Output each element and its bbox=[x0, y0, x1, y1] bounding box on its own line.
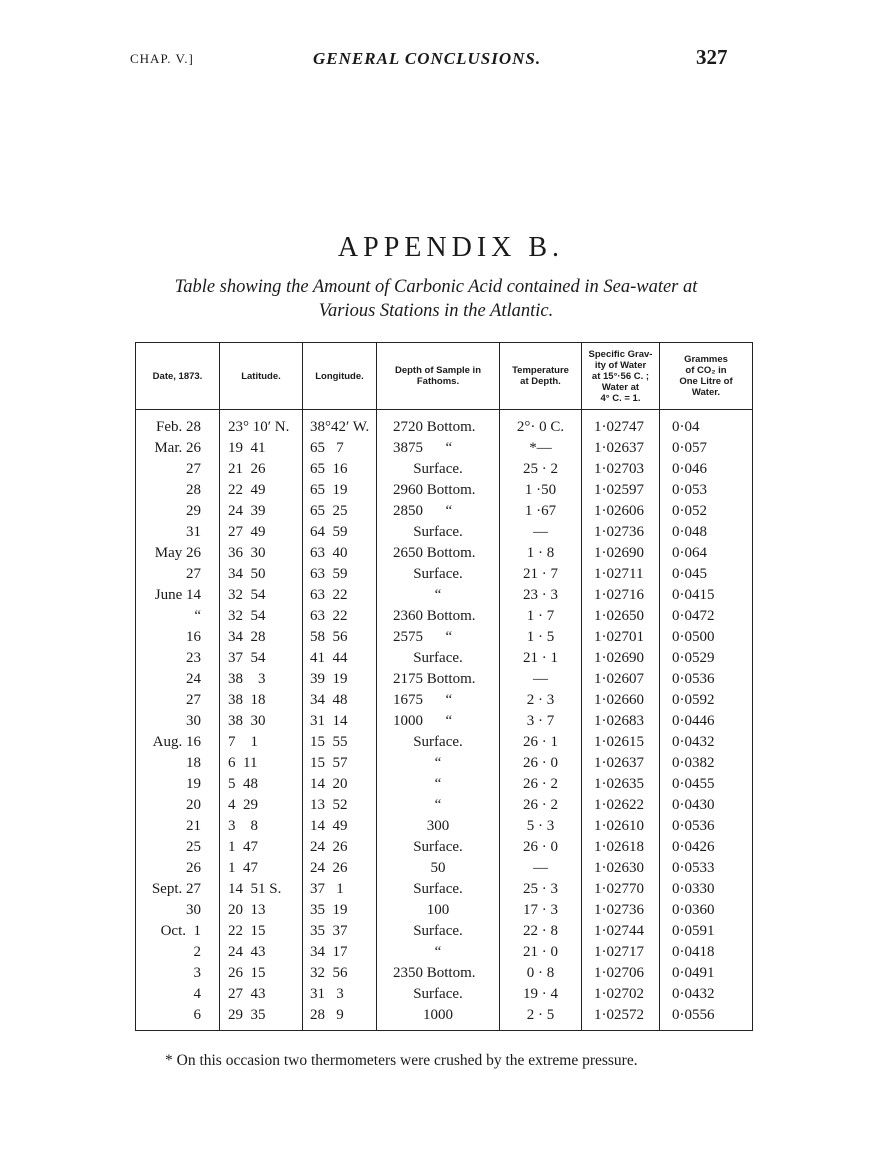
cell-longitude: 41 44 bbox=[303, 648, 377, 669]
cell-longitude: 58 56 bbox=[303, 627, 377, 648]
cell-longitude: 35 19 bbox=[303, 900, 377, 921]
cell-date: 3 bbox=[136, 963, 220, 984]
cell-longitude: 15 55 bbox=[303, 732, 377, 753]
table-row bbox=[136, 921, 753, 942]
cell-latitude: 5 48 bbox=[220, 774, 303, 795]
cell-depth: Surface. bbox=[377, 522, 500, 543]
cell-specific-gravity: 1·02650 bbox=[582, 606, 660, 627]
cell-latitude: 34 28 bbox=[220, 627, 303, 648]
carbonic-acid-table bbox=[135, 342, 753, 1031]
cell-co2: 0·0330 bbox=[660, 879, 753, 900]
cell-longitude: 65 7 bbox=[303, 438, 377, 459]
cell-depth: Surface. bbox=[377, 984, 500, 1005]
cell-co2: 0·0430 bbox=[660, 795, 753, 816]
cell-depth: 2360 Bottom. bbox=[377, 606, 500, 627]
cell-temperature: 1 · 7 bbox=[500, 606, 582, 627]
cell-longitude: 63 59 bbox=[303, 564, 377, 585]
cell-depth: 300 bbox=[377, 816, 500, 837]
cell-depth: Surface. bbox=[377, 564, 500, 585]
cell-co2: 0·0415 bbox=[660, 585, 753, 606]
cell-latitude: 32 54 bbox=[220, 606, 303, 627]
cell-co2: 0·0491 bbox=[660, 963, 753, 984]
cell-specific-gravity: 1·02701 bbox=[582, 627, 660, 648]
cell-latitude: 38 30 bbox=[220, 711, 303, 732]
cell-temperature: 21 · 1 bbox=[500, 648, 582, 669]
cell-depth: 2175 Bottom. bbox=[377, 669, 500, 690]
cell-latitude: 22 15 bbox=[220, 921, 303, 942]
cell-temperature: 3 · 7 bbox=[500, 711, 582, 732]
table-row bbox=[136, 543, 753, 564]
table-row bbox=[136, 564, 753, 585]
cell-date: 30 bbox=[136, 711, 220, 732]
cell-specific-gravity: 1·02618 bbox=[582, 837, 660, 858]
cell-longitude: 39 19 bbox=[303, 669, 377, 690]
cell-specific-gravity: 1·02597 bbox=[582, 480, 660, 501]
cell-latitude: 19 41 bbox=[220, 438, 303, 459]
cell-co2: 0·0382 bbox=[660, 753, 753, 774]
cell-longitude: 24 26 bbox=[303, 858, 377, 879]
cell-latitude: 24 43 bbox=[220, 942, 303, 963]
table-row bbox=[136, 942, 753, 963]
cell-depth: 2575 “ bbox=[377, 627, 500, 648]
chapter-label: CHAP. V.] bbox=[130, 51, 194, 66]
header-temperature: Temperature at Depth. bbox=[500, 343, 582, 410]
cell-temperature: 1 ·50 bbox=[500, 480, 582, 501]
cell-co2: 0·0591 bbox=[660, 921, 753, 942]
cell-date: 25 bbox=[136, 837, 220, 858]
cell-specific-gravity: 1·02615 bbox=[582, 732, 660, 753]
header-depth: Depth of Sample in Fathoms. bbox=[377, 343, 500, 410]
table-row bbox=[136, 648, 753, 669]
cell-specific-gravity: 1·02711 bbox=[582, 564, 660, 585]
cell-co2: 0·0418 bbox=[660, 942, 753, 963]
header-co2: Grammes of CO₂ in One Litre of Water. bbox=[660, 343, 753, 410]
cell-latitude: 21 26 bbox=[220, 459, 303, 480]
cell-specific-gravity: 1·02606 bbox=[582, 501, 660, 522]
cell-longitude: 24 26 bbox=[303, 837, 377, 858]
cell-specific-gravity: 1·02706 bbox=[582, 963, 660, 984]
cell-depth: 2350 Bottom. bbox=[377, 963, 500, 984]
cell-date: 19 bbox=[136, 774, 220, 795]
cell-temperature: 2°· 0 C. bbox=[500, 410, 582, 439]
table-row bbox=[136, 438, 753, 459]
cell-specific-gravity: 1·02607 bbox=[582, 669, 660, 690]
cell-latitude: 6 11 bbox=[220, 753, 303, 774]
cell-latitude: 14 51 S. bbox=[220, 879, 303, 900]
cell-temperature: 21 · 0 bbox=[500, 942, 582, 963]
header-longitude: Longitude. bbox=[303, 343, 377, 410]
cell-specific-gravity: 1·02736 bbox=[582, 522, 660, 543]
cell-longitude: 34 17 bbox=[303, 942, 377, 963]
cell-depth: 1000 bbox=[377, 1005, 500, 1031]
cell-depth: “ bbox=[377, 753, 500, 774]
cell-longitude: 15 57 bbox=[303, 753, 377, 774]
cell-specific-gravity: 1·02622 bbox=[582, 795, 660, 816]
cell-date: “ bbox=[136, 606, 220, 627]
cell-specific-gravity: 1·02637 bbox=[582, 753, 660, 774]
cell-date: 20 bbox=[136, 795, 220, 816]
cell-longitude: 35 37 bbox=[303, 921, 377, 942]
cell-date: May 26 bbox=[136, 543, 220, 564]
cell-depth: 2720 Bottom. bbox=[377, 410, 500, 439]
cell-depth: Surface. bbox=[377, 459, 500, 480]
table-row bbox=[136, 410, 753, 439]
cell-temperature: 1 · 8 bbox=[500, 543, 582, 564]
cell-specific-gravity: 1·02637 bbox=[582, 438, 660, 459]
table-row bbox=[136, 459, 753, 480]
cell-co2: 0·0500 bbox=[660, 627, 753, 648]
cell-date: 16 bbox=[136, 627, 220, 648]
cell-latitude: 26 15 bbox=[220, 963, 303, 984]
cell-co2: 0·0536 bbox=[660, 816, 753, 837]
cell-longitude: 13 52 bbox=[303, 795, 377, 816]
cell-date: 30 bbox=[136, 900, 220, 921]
cell-date: 4 bbox=[136, 984, 220, 1005]
cell-specific-gravity: 1·02610 bbox=[582, 816, 660, 837]
cell-longitude: 31 14 bbox=[303, 711, 377, 732]
cell-co2: 0·064 bbox=[660, 543, 753, 564]
cell-temperature: 26 · 2 bbox=[500, 795, 582, 816]
cell-depth: Surface. bbox=[377, 921, 500, 942]
cell-co2: 0·0529 bbox=[660, 648, 753, 669]
table-row bbox=[136, 669, 753, 690]
cell-co2: 0·053 bbox=[660, 480, 753, 501]
cell-specific-gravity: 1·02736 bbox=[582, 900, 660, 921]
cell-temperature: 0 · 8 bbox=[500, 963, 582, 984]
cell-longitude: 37 1 bbox=[303, 879, 377, 900]
cell-longitude: 31 3 bbox=[303, 984, 377, 1005]
cell-co2: 0·046 bbox=[660, 459, 753, 480]
cell-latitude: 38 18 bbox=[220, 690, 303, 711]
cell-specific-gravity: 1·02690 bbox=[582, 648, 660, 669]
cell-longitude: 14 49 bbox=[303, 816, 377, 837]
table-row bbox=[136, 627, 753, 648]
cell-depth: Surface. bbox=[377, 837, 500, 858]
cell-temperature: 26 · 1 bbox=[500, 732, 582, 753]
cell-specific-gravity: 1·02690 bbox=[582, 543, 660, 564]
cell-co2: 0·0432 bbox=[660, 984, 753, 1005]
cell-longitude: 63 22 bbox=[303, 585, 377, 606]
table-row bbox=[136, 774, 753, 795]
cell-temperature: 25 · 3 bbox=[500, 879, 582, 900]
cell-temperature: 1 ·67 bbox=[500, 501, 582, 522]
cell-temperature: 23 · 3 bbox=[500, 585, 582, 606]
cell-depth: “ bbox=[377, 942, 500, 963]
cell-co2: 0·0536 bbox=[660, 669, 753, 690]
table-row bbox=[136, 900, 753, 921]
cell-date: 6 bbox=[136, 1005, 220, 1031]
cell-depth: “ bbox=[377, 795, 500, 816]
footnote: * On this occasion two thermometers were crushed by the extreme pressure. bbox=[165, 1052, 638, 1069]
cell-co2: 0·04 bbox=[660, 410, 753, 439]
cell-temperature: — bbox=[500, 522, 582, 543]
cell-latitude: 4 29 bbox=[220, 795, 303, 816]
cell-latitude: 29 35 bbox=[220, 1005, 303, 1031]
cell-depth: 3875 “ bbox=[377, 438, 500, 459]
cell-date: 18 bbox=[136, 753, 220, 774]
cell-depth: “ bbox=[377, 585, 500, 606]
cell-specific-gravity: 1·02702 bbox=[582, 984, 660, 1005]
cell-date: Mar. 26 bbox=[136, 438, 220, 459]
appendix-title: APPENDIX B. bbox=[337, 232, 565, 263]
cell-date: June 14 bbox=[136, 585, 220, 606]
cell-latitude: 37 54 bbox=[220, 648, 303, 669]
cell-co2: 0·045 bbox=[660, 564, 753, 585]
cell-temperature: — bbox=[500, 669, 582, 690]
cell-temperature: 2 · 3 bbox=[500, 690, 582, 711]
cell-latitude: 24 39 bbox=[220, 501, 303, 522]
cell-co2: 0·048 bbox=[660, 522, 753, 543]
cell-specific-gravity: 1·02747 bbox=[582, 410, 660, 439]
cell-date: 23 bbox=[136, 648, 220, 669]
header-latitude: Latitude. bbox=[220, 343, 303, 410]
cell-co2: 0·0446 bbox=[660, 711, 753, 732]
cell-depth: 100 bbox=[377, 900, 500, 921]
cell-co2: 0·0592 bbox=[660, 690, 753, 711]
cell-temperature: 17 · 3 bbox=[500, 900, 582, 921]
cell-depth: 2850 “ bbox=[377, 501, 500, 522]
cell-longitude: 65 25 bbox=[303, 501, 377, 522]
page-number: 327 bbox=[696, 45, 728, 69]
cell-depth: Surface. bbox=[377, 879, 500, 900]
caption-line-2: Various Stations in the Atlantic. bbox=[318, 301, 554, 321]
table-row bbox=[136, 837, 753, 858]
cell-date: 31 bbox=[136, 522, 220, 543]
cell-depth: Surface. bbox=[377, 732, 500, 753]
table-row bbox=[136, 732, 753, 753]
cell-date: Aug. 16 bbox=[136, 732, 220, 753]
cell-specific-gravity: 1·02744 bbox=[582, 921, 660, 942]
cell-depth: “ bbox=[377, 774, 500, 795]
cell-depth: Surface. bbox=[377, 648, 500, 669]
cell-co2: 0·0432 bbox=[660, 732, 753, 753]
table-row bbox=[136, 879, 753, 900]
cell-co2: 0·0533 bbox=[660, 858, 753, 879]
cell-date: 26 bbox=[136, 858, 220, 879]
cell-temperature: 26 · 0 bbox=[500, 753, 582, 774]
table-caption bbox=[120, 275, 752, 323]
cell-latitude: 32 54 bbox=[220, 585, 303, 606]
cell-longitude: 65 16 bbox=[303, 459, 377, 480]
table-row bbox=[136, 984, 753, 1005]
cell-longitude: 63 40 bbox=[303, 543, 377, 564]
cell-longitude: 32 56 bbox=[303, 963, 377, 984]
cell-latitude: 1 47 bbox=[220, 858, 303, 879]
cell-specific-gravity: 1·02572 bbox=[582, 1005, 660, 1031]
cell-specific-gravity: 1·02703 bbox=[582, 459, 660, 480]
table-row bbox=[136, 1005, 753, 1031]
cell-co2: 0·0455 bbox=[660, 774, 753, 795]
table-row bbox=[136, 690, 753, 711]
cell-specific-gravity: 1·02716 bbox=[582, 585, 660, 606]
cell-temperature: 1 · 5 bbox=[500, 627, 582, 648]
table-row bbox=[136, 585, 753, 606]
cell-specific-gravity: 1·02635 bbox=[582, 774, 660, 795]
cell-date: 27 bbox=[136, 690, 220, 711]
cell-temperature: 26 · 0 bbox=[500, 837, 582, 858]
cell-longitude: 65 19 bbox=[303, 480, 377, 501]
table-row bbox=[136, 795, 753, 816]
cell-latitude: 3 8 bbox=[220, 816, 303, 837]
header-specific-gravity: Specific Grav- ity of Water at 15°·56 C. ; Water at 4° C. = 1. bbox=[582, 343, 660, 410]
cell-depth: 2960 Bottom. bbox=[377, 480, 500, 501]
cell-specific-gravity: 1·02683 bbox=[582, 711, 660, 732]
table-row bbox=[136, 501, 753, 522]
cell-specific-gravity: 1·02717 bbox=[582, 942, 660, 963]
running-title: GENERAL CONCLUSIONS. bbox=[313, 49, 542, 68]
cell-date: Sept. 27 bbox=[136, 879, 220, 900]
table-row bbox=[136, 858, 753, 879]
cell-temperature: 19 · 4 bbox=[500, 984, 582, 1005]
cell-date: Oct. 1 bbox=[136, 921, 220, 942]
cell-longitude: 64 59 bbox=[303, 522, 377, 543]
cell-date: 27 bbox=[136, 459, 220, 480]
cell-latitude: 38 3 bbox=[220, 669, 303, 690]
cell-longitude: 34 48 bbox=[303, 690, 377, 711]
cell-temperature: 2 · 5 bbox=[500, 1005, 582, 1031]
cell-date: Feb. 28 bbox=[136, 410, 220, 439]
cell-specific-gravity: 1·02660 bbox=[582, 690, 660, 711]
cell-specific-gravity: 1·02770 bbox=[582, 879, 660, 900]
cell-co2: 0·052 bbox=[660, 501, 753, 522]
table-row bbox=[136, 963, 753, 984]
cell-temperature: *— bbox=[500, 438, 582, 459]
cell-co2: 0·0360 bbox=[660, 900, 753, 921]
cell-temperature: 5 · 3 bbox=[500, 816, 582, 837]
cell-temperature: 22 · 8 bbox=[500, 921, 582, 942]
cell-date: 21 bbox=[136, 816, 220, 837]
cell-depth: 2650 Bottom. bbox=[377, 543, 500, 564]
cell-latitude: 22 49 bbox=[220, 480, 303, 501]
cell-depth: 1675 “ bbox=[377, 690, 500, 711]
cell-temperature: — bbox=[500, 858, 582, 879]
cell-co2: 0·0556 bbox=[660, 1005, 753, 1031]
cell-co2: 0·0472 bbox=[660, 606, 753, 627]
cell-specific-gravity: 1·02630 bbox=[582, 858, 660, 879]
table-row bbox=[136, 816, 753, 837]
table-row bbox=[136, 606, 753, 627]
cell-latitude: 20 13 bbox=[220, 900, 303, 921]
cell-longitude: 28 9 bbox=[303, 1005, 377, 1031]
cell-latitude: 1 47 bbox=[220, 837, 303, 858]
caption-line-1: Table showing the Amount of Carbonic Acid contained in Sea-water at bbox=[174, 277, 698, 297]
cell-co2: 0·0426 bbox=[660, 837, 753, 858]
cell-depth: 50 bbox=[377, 858, 500, 879]
cell-latitude: 23° 10′ N. bbox=[220, 410, 303, 439]
cell-temperature: 25 · 2 bbox=[500, 459, 582, 480]
cell-date: 27 bbox=[136, 564, 220, 585]
cell-co2: 0·057 bbox=[660, 438, 753, 459]
cell-latitude: 7 1 bbox=[220, 732, 303, 753]
table-row bbox=[136, 522, 753, 543]
header-date: Date, 1873. bbox=[136, 343, 220, 410]
table-header-row bbox=[136, 343, 753, 410]
table-row bbox=[136, 480, 753, 501]
cell-temperature: 21 · 7 bbox=[500, 564, 582, 585]
table-body bbox=[136, 410, 753, 1031]
cell-date: 28 bbox=[136, 480, 220, 501]
cell-longitude: 14 20 bbox=[303, 774, 377, 795]
cell-longitude: 63 22 bbox=[303, 606, 377, 627]
cell-longitude: 38°42′ W. bbox=[303, 410, 377, 439]
table-row bbox=[136, 711, 753, 732]
cell-date: 24 bbox=[136, 669, 220, 690]
cell-latitude: 36 30 bbox=[220, 543, 303, 564]
cell-date: 2 bbox=[136, 942, 220, 963]
cell-latitude: 27 43 bbox=[220, 984, 303, 1005]
cell-temperature: 26 · 2 bbox=[500, 774, 582, 795]
cell-date: 29 bbox=[136, 501, 220, 522]
table-row bbox=[136, 753, 753, 774]
cell-depth: 1000 “ bbox=[377, 711, 500, 732]
cell-latitude: 27 49 bbox=[220, 522, 303, 543]
cell-latitude: 34 50 bbox=[220, 564, 303, 585]
